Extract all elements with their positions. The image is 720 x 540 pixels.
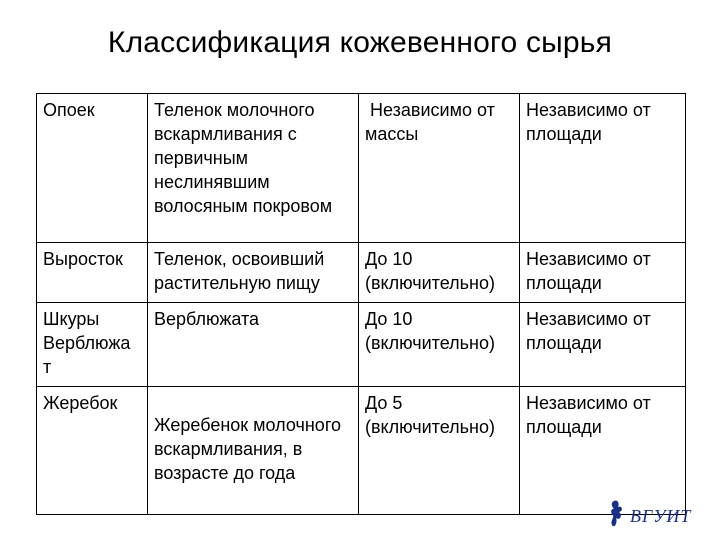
university-logo	[608, 497, 692, 533]
type-line: Верблюжа	[43, 333, 131, 353]
area-cell: Независимо от площади	[520, 303, 686, 387]
description-text: Жеребенок молочного вскармливания, в возрасте до года	[154, 415, 341, 483]
logo-text: ВГУИТ	[630, 506, 692, 526]
table-row	[37, 387, 686, 515]
mass-cell: До 5 (включительно)	[359, 387, 520, 515]
type-cell: Выросток	[37, 243, 148, 303]
table-row	[37, 243, 686, 303]
mass-cell: До 10 (включительно)	[359, 243, 520, 303]
description-cell	[148, 387, 359, 515]
mass-cell: Независимо от массы	[359, 94, 520, 243]
description-cell: Теленок молочного вскармливания с первичным неслинявшим волосяным покровом	[148, 94, 359, 243]
description-cell: Верблюжата	[148, 303, 359, 387]
type-line: т	[43, 357, 52, 377]
type-cell	[37, 303, 148, 387]
area-cell: Независимо от площади	[520, 94, 686, 243]
table-row	[37, 303, 686, 387]
page-title: Классификация кожевенного сырья	[107, 26, 613, 59]
table-row	[37, 94, 686, 243]
area-cell: Независимо от площади	[520, 387, 686, 515]
type-line: Шкуры	[43, 309, 100, 329]
type-cell: Опоек	[37, 94, 148, 243]
area-cell: Независимо от площади	[520, 243, 686, 303]
description-cell: Теленок, освоивший растительную пищу	[148, 243, 359, 303]
mass-cell: До 10 (включительно)	[359, 303, 520, 387]
classification-table	[36, 93, 686, 515]
type-cell: Жеребок	[37, 387, 148, 515]
